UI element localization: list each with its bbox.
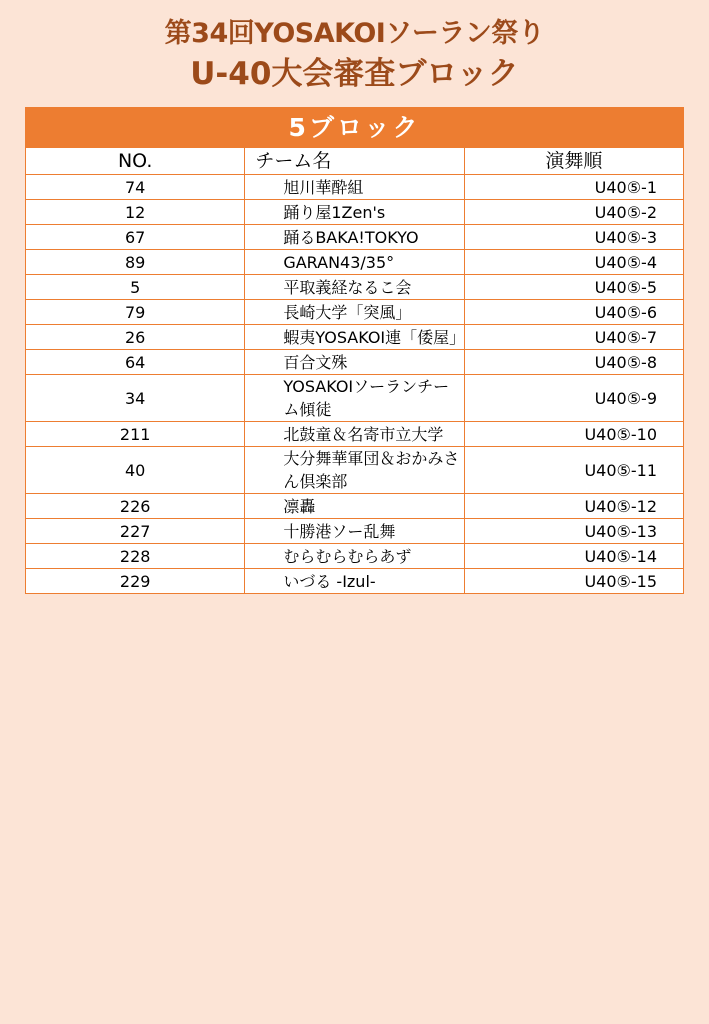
row-performance-order: U40⑤-5 bbox=[464, 275, 683, 300]
row-no: 64 bbox=[26, 350, 245, 375]
row-performance-order: U40⑤-11 bbox=[464, 447, 683, 494]
row-team-name: 平取義経なるこ会 bbox=[245, 275, 464, 300]
row-performance-order: U40⑤-9 bbox=[464, 375, 683, 422]
column-header-order: 演舞順 bbox=[464, 148, 683, 175]
table-row bbox=[26, 544, 684, 569]
row-team-name: 旭川華酔組 bbox=[245, 175, 464, 200]
row-team-name: 十勝港ソー乱舞 bbox=[245, 519, 464, 544]
column-header-no: NO. bbox=[26, 148, 245, 175]
row-no: 89 bbox=[26, 250, 245, 275]
row-performance-order: U40⑤-13 bbox=[464, 519, 683, 544]
table-row bbox=[26, 300, 684, 325]
row-no: 79 bbox=[26, 300, 245, 325]
row-no: 226 bbox=[26, 494, 245, 519]
table-body bbox=[26, 175, 684, 594]
row-performance-order: U40⑤-1 bbox=[464, 175, 683, 200]
row-team-name: 踊り屋1Zen's bbox=[245, 200, 464, 225]
column-header-row bbox=[26, 148, 684, 175]
row-team-name: GARAN43/35° bbox=[245, 250, 464, 275]
row-no: 228 bbox=[26, 544, 245, 569]
block-table bbox=[25, 107, 684, 594]
table-row bbox=[26, 375, 684, 422]
row-team-name: いづる -Izul- bbox=[245, 569, 464, 594]
table-row bbox=[26, 519, 684, 544]
row-team-name: 北鼓童＆名寄市立大学 bbox=[245, 422, 464, 447]
row-performance-order: U40⑤-6 bbox=[464, 300, 683, 325]
row-performance-order: U40⑤-8 bbox=[464, 350, 683, 375]
row-no: 229 bbox=[26, 569, 245, 594]
column-header-team: チーム名 bbox=[245, 148, 464, 175]
row-no: 40 bbox=[26, 447, 245, 494]
row-team-name: 蝦夷YOSAKOI連「倭屋」 bbox=[245, 325, 464, 350]
table-row bbox=[26, 350, 684, 375]
block-header: 5ブロック bbox=[26, 108, 684, 148]
row-performance-order: U40⑤-4 bbox=[464, 250, 683, 275]
row-performance-order: U40⑤-14 bbox=[464, 544, 683, 569]
row-no: 34 bbox=[26, 375, 245, 422]
page-subtitle: U-40大会審査ブロック bbox=[190, 56, 519, 92]
row-team-name: YOSAKOIソーランチーム傾徒 bbox=[245, 375, 464, 422]
row-performance-order: U40⑤-15 bbox=[464, 569, 683, 594]
table-row bbox=[26, 225, 684, 250]
row-team-name: 凛轟 bbox=[245, 494, 464, 519]
table-row bbox=[26, 494, 684, 519]
row-no: 67 bbox=[26, 225, 245, 250]
table-row bbox=[26, 447, 684, 494]
row-performance-order: U40⑤-3 bbox=[464, 225, 683, 250]
row-performance-order: U40⑤-12 bbox=[464, 494, 683, 519]
table-row bbox=[26, 569, 684, 594]
row-no: 211 bbox=[26, 422, 245, 447]
row-team-name: 長崎大学「突風」 bbox=[245, 300, 464, 325]
row-no: 74 bbox=[26, 175, 245, 200]
row-no: 26 bbox=[26, 325, 245, 350]
row-performance-order: U40⑤-7 bbox=[464, 325, 683, 350]
row-team-name: 踊るBAKA!TOKYO bbox=[245, 225, 464, 250]
table-row bbox=[26, 200, 684, 225]
row-performance-order: U40⑤-10 bbox=[464, 422, 683, 447]
row-team-name: 大分舞華軍団＆おかみさん倶楽部 bbox=[245, 447, 464, 494]
table-row bbox=[26, 325, 684, 350]
row-performance-order: U40⑤-2 bbox=[464, 200, 683, 225]
row-no: 12 bbox=[26, 200, 245, 225]
table-row bbox=[26, 175, 684, 200]
row-no: 5 bbox=[26, 275, 245, 300]
table-row bbox=[26, 422, 684, 447]
page-title: 第34回YOSAKOIソーラン祭り bbox=[164, 18, 545, 49]
table-row bbox=[26, 275, 684, 300]
row-team-name: 百合文殊 bbox=[245, 350, 464, 375]
table-row bbox=[26, 250, 684, 275]
row-team-name: むらむらむらあず bbox=[245, 544, 464, 569]
row-no: 227 bbox=[26, 519, 245, 544]
